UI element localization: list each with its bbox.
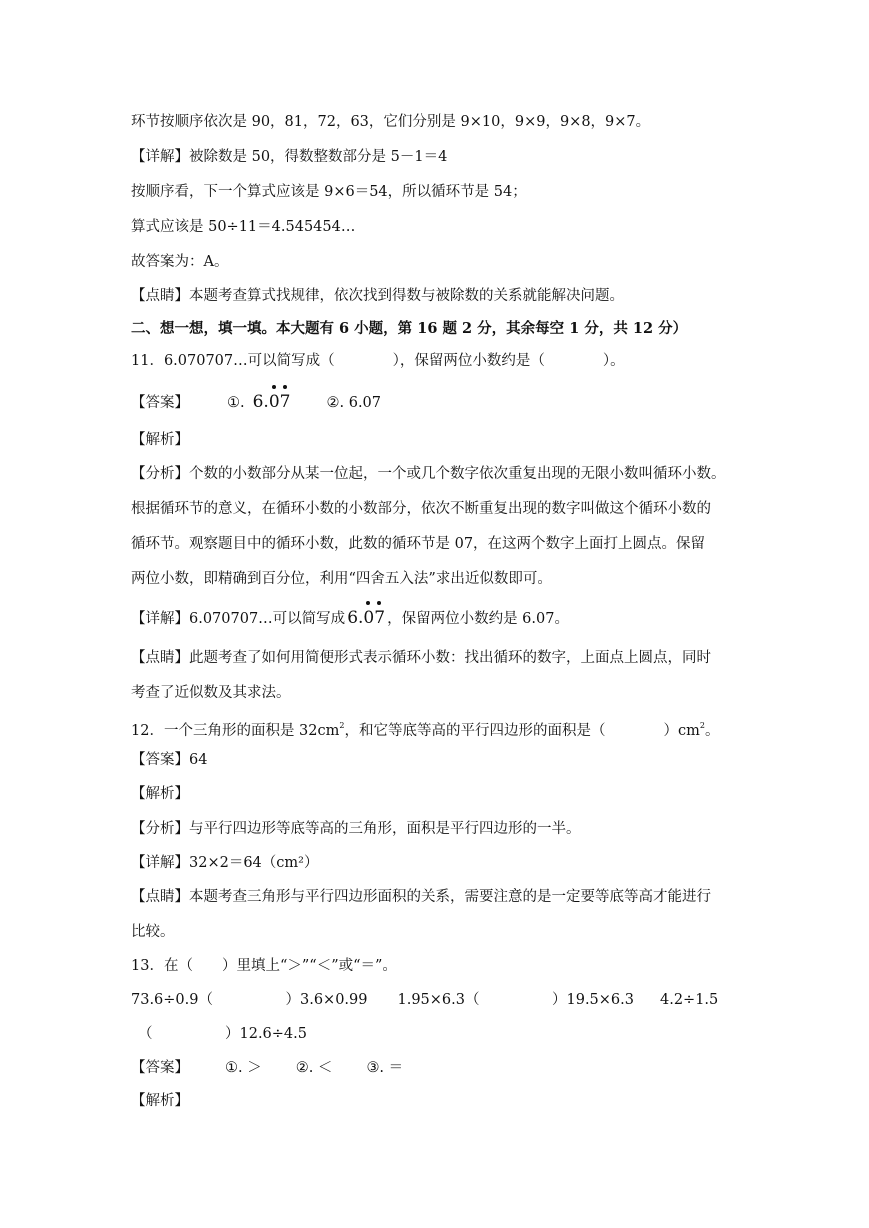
- line-5: 故答案为：A。: [131, 254, 229, 270]
- section-heading: 二、想一想，填一填。本大题有 6 小题，第 16 题 2 分，其余每空 1 分，共 12 分）: [131, 320, 688, 337]
- q11-fenxi-3: 循环节。观察题目中的循环小数，此数的循环节是 07，在这两个数字上面打上圆点。保留: [131, 536, 706, 552]
- answer-3: ③. ＝: [366, 1060, 404, 1076]
- recurring-decimal: 6. 0 7: [347, 608, 385, 628]
- recurring-dot: [272, 385, 276, 389]
- q12-answer: 【答案】64: [131, 752, 208, 768]
- q11-dianjing-2: 考查了近似数及其求法。: [131, 685, 291, 701]
- line-3: 按顺序看，下一个算式应该是 9×6＝54，所以循环节是 54；: [131, 184, 527, 200]
- answer-label: 【答案】: [131, 395, 189, 411]
- line-4: 算式应该是 50÷11＝4.545454…: [131, 219, 356, 235]
- line-2: 【详解】被除数是 50，得数整数部分是 5－1＝4: [131, 149, 448, 165]
- q11-dianjing-1: 【点睛】此题考查了如何用简便形式表示循环小数：找出循环的数字，上面点上圆点，同时: [131, 650, 711, 666]
- q11-fenxi-2: 根据循环节的意义，在循环小数的小数部分，依次不断重复出现的数字叫做这个循环小数的: [131, 501, 711, 517]
- expression-3: 4.2÷1.5: [660, 992, 719, 1008]
- q11-fenxi-4: 两位小数，即精确到百分位，利用“四舍五入法”求出近似数即可。: [131, 571, 552, 587]
- recurring-dot: [366, 601, 370, 605]
- line-1: 环节按顺序依次是 90，81，72，63，它们分别是 9×10，9×9，9×8，9×7。: [131, 114, 651, 130]
- question-13: 13．在（ ）里填上“＞”“＜”或“＝”。: [131, 958, 397, 974]
- q12-fenxi: 【分析】与平行四边形等底等高的三角形，面积是平行四边形的一半。: [131, 821, 581, 837]
- recurring-dot: [283, 385, 287, 389]
- q11-jiexi: 【解析】: [131, 432, 189, 448]
- q13-jiexi: 【解析】: [131, 1093, 189, 1109]
- answer-label: 【答案】: [131, 1060, 189, 1076]
- q12-jiexi: 【解析】: [131, 786, 189, 802]
- question-12: 12．一个三角形的面积是 $32cm^2$，和它等底等高的平行四边形的面积是（ ）$cm^2$。: [131, 721, 720, 739]
- expression-2: 1.95×6.3（ ）19.5×6.3: [397, 992, 634, 1008]
- answer-1: ①. ＞: [225, 1060, 262, 1076]
- q12-dianjing-2: 比较。: [131, 924, 175, 940]
- answer-2: ②. 6.07: [326, 395, 382, 411]
- q12-xiangjie: 【详解】32×2＝64（cm²）: [131, 855, 319, 871]
- q11-xiangjie: 【详解】6.070707…可以简写成 6. 0 7 ，保留两位小数约是 6.07。: [131, 608, 569, 629]
- question-11: 11．6.070707…可以简写成（ ），保留两位小数约是（ ）。: [131, 353, 625, 369]
- q11-answer: [131, 392, 381, 413]
- q12-dianjing-1: 【点睛】本题考查三角形与平行四边形面积的关系，需要注意的是一定要等底等高才能进行: [131, 889, 711, 905]
- answer-1-prefix: ①.: [227, 395, 245, 411]
- q13-expression-3-cont: （ ）12.6÷4.5: [138, 1026, 307, 1042]
- line-6: 【点睛】本题考查算式找规律，依次找到得数与被除数的关系就能解决问题。: [131, 288, 624, 304]
- q13-answer: [131, 1058, 403, 1078]
- q11-fenxi-1: 【分析】个数的小数部分从某一位起，一个或几个数字依次重复出现的无限小数叫循环小数。: [131, 466, 726, 482]
- answer-2: ②. ＜: [295, 1060, 333, 1076]
- expression-1: 73.6÷0.9（ ）3.6×0.99: [131, 992, 368, 1008]
- recurring-dot: [377, 601, 381, 605]
- q13-expressions: [131, 990, 718, 1010]
- recurring-decimal: 6. 0 7: [253, 392, 291, 412]
